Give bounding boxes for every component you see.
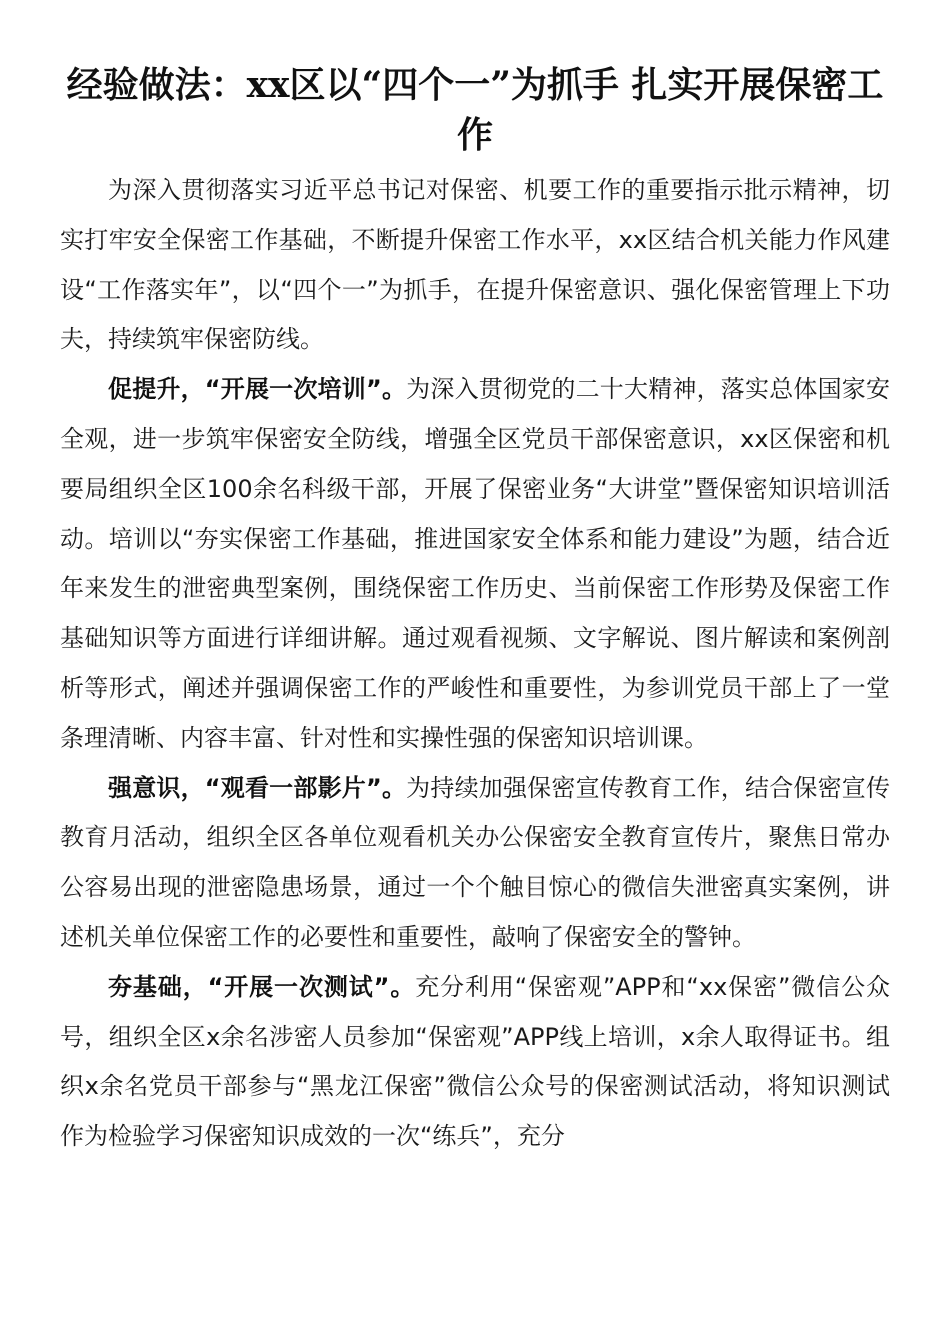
section-text-film: 为持续加强保密宣传教育工作，结合保密宣传教育月活动，组织全区各单位观看机关办公保密安全教育宣传片，聚焦日常办公容易出现的泄密隐患场景，通过一个个触目惊心的微信失泄密真实案例，讲述机关单位保密工作的必要性和重要性，敲响了保密安全的警钟。 [60,773,891,951]
document-body [60,166,890,1162]
section-paragraph-training [60,365,890,763]
section-paragraph-test [60,963,890,1162]
document-title: 经验做法：xx区以“四个一”为抓手 扎实开展保密工作 [66,64,884,156]
section-paragraph-film [60,764,890,963]
section-lead-film: 强意识，“观看一部影片”。 [108,773,407,802]
intro-paragraph: 为深入贯彻落实习近平总书记对保密、机要工作的重要指示批示精神，切实打牢安全保密工作基础，不断提升保密工作水平，xx区结合机关能力作风建设“工作落实年”，以“四个一”为抓手，在提升保密意识、强化保密管理上下功夫，持续筑牢保密防线。 [60,176,890,354]
section-lead-training: 促提升，“开展一次培训”。 [108,375,407,404]
section-text-training: 为深入贯彻党的二十大精神，落实总体国家安全观，进一步筑牢保密安全防线，增强全区党员干部保密意识，xx区保密和机要局组织全区100余名科级干部，开展了保密业务“大讲堂”暨保密知识培训活动。培训以“夯实保密工作基础，推进国家安全体系和能力建设”为题，结合近年来发生的泄密典型案例，围绕保密工作历史、当前保密工作形势及保密工作基础知识等方面进行详细讲解。通过观看视频、文字解说、图片解读和案例剖析等形式，阐述并强调保密工作的严峻性和重要性，为参训党员干部上了一堂条理清晰、内容丰富、针对性和实操性强的保密知识培训课。 [60,375,891,752]
section-lead-test: 夯基础，“开展一次测试”。 [108,972,416,1001]
section-text-test: 充分利用“保密观”APP和“xx保密”微信公众号，组织全区x余名涉密人员参加“保密观”APP线上培训，x余人取得证书。组织x余名党员干部参与“黑龙江保密”微信公众号的保密测试活动，将知识测试作为检验学习保密知识成效的一次“练兵”，充分 [60,972,890,1151]
document-page [60,60,890,1162]
